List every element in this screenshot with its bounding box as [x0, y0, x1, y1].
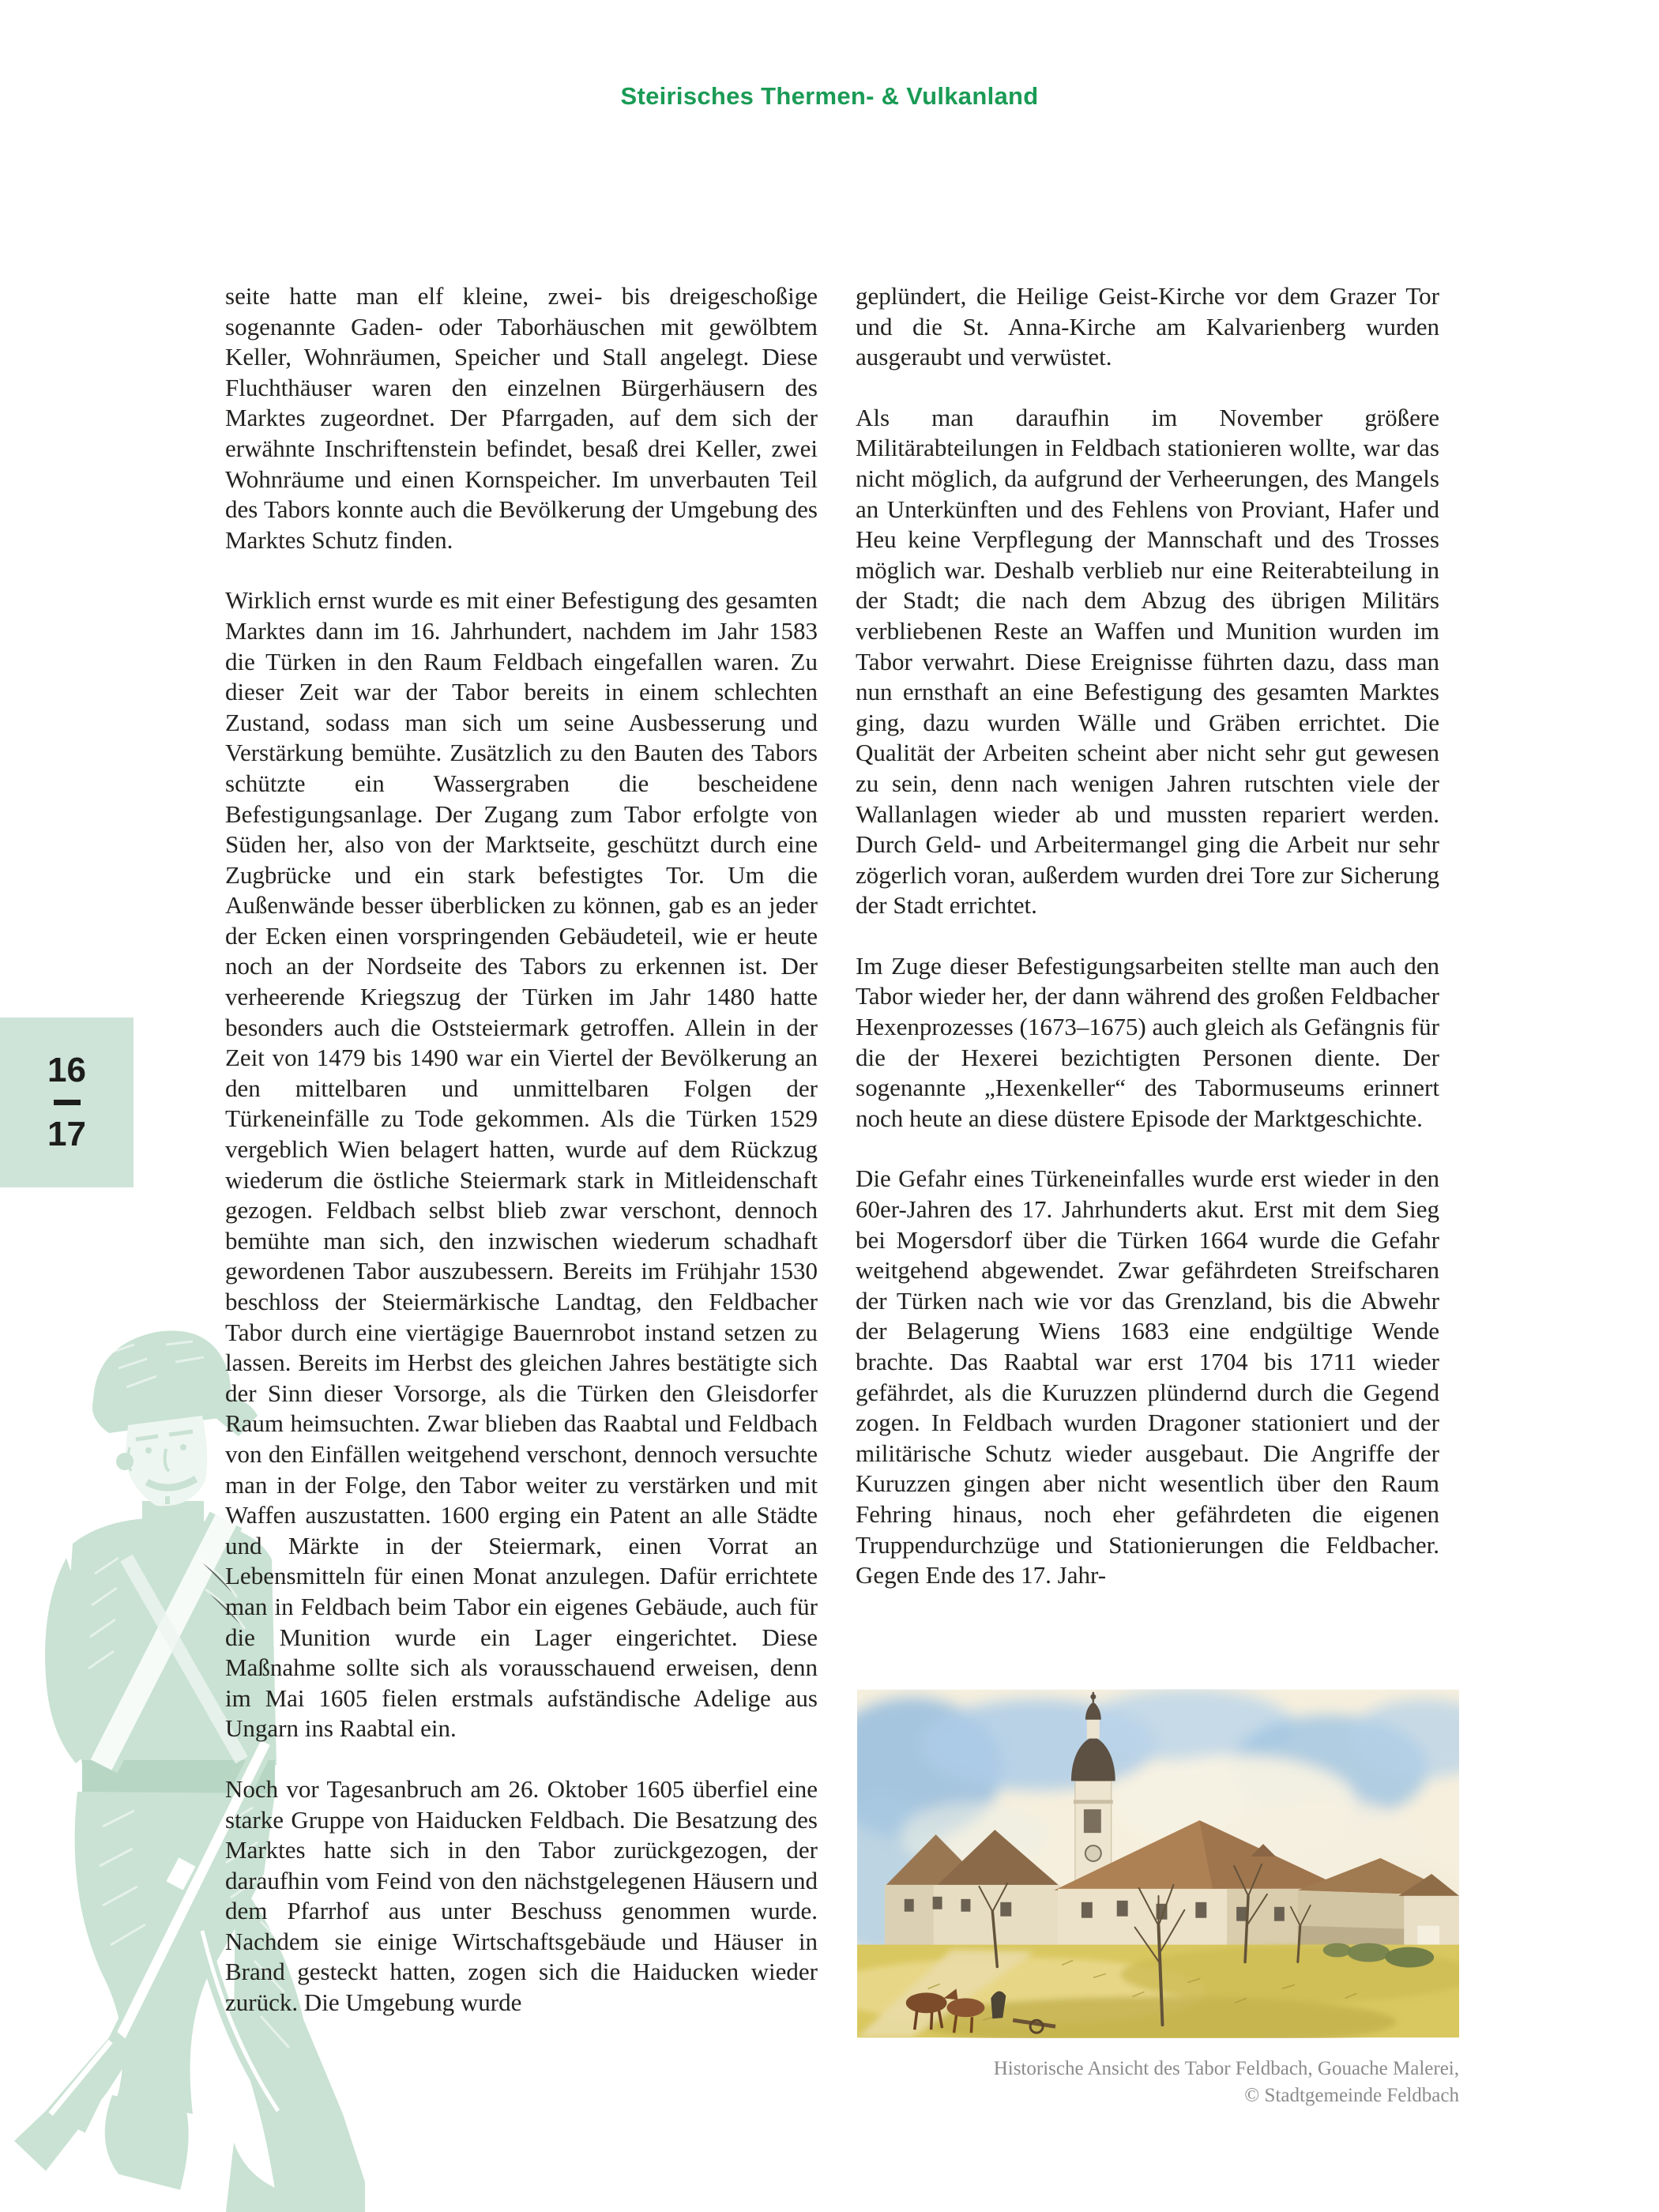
left-column	[225, 281, 818, 2018]
paragraph: Als man daraufhin im November größere Militärabteilungen in Feldbach stationieren wollte, war das nicht möglich, da aufgrund der Verheerungen, des Mangels an Unterkünften und des Fehlens von Proviant, Hafer und Heu keine Verpflegung der Mannschaft und des Trosses möglich war. Deshalb verblieb nur eine Reiterabteilung in der Stadt; die nach dem Abzug des übrigen Militärs verbliebenen Reste an Waffen und Munition wurden im Tabor verwahrt. Diese Ereignisse führten dazu, dass man nun ernsthaft an eine Befestigung des gesamten Marktes ging, dazu wurden Wälle und Gräben errichtet. Die Qualität der Arbeiten scheint aber nicht sehr gut gewesen zu sein, denn nach wenigen Jahren rutschten viele der Wallanlagen wieder ab und mussten repariert werden. Durch Geld- und Arbeitermangel ging die Arbeit nur sehr zögerlich voran, außerdem wurden drei Tore zur Sicherung der Stadt errichtet.	[856, 403, 1439, 920]
page-number-badge	[0, 1018, 134, 1187]
figure-caption	[857, 2056, 1459, 2109]
figure-caption-line1: Historische Ansicht des Tabor Feldbach, Gouache Malerei,	[993, 2058, 1459, 2079]
page-number-dash	[54, 1100, 81, 1105]
paragraph: Noch vor Tagesanbruch am 26. Oktober 1605 überfiel eine starke Gruppe von Haiducken Feldbach. Die Besatzung des Marktes hatte sich in den Tabor zurückgezogen, der daraufhin vom Feind von den nächstgelegenen Häusern und dem Pfarrhof aus unter Beschuss genommen wurde. Nachdem sie einige Wirtschaftsgebäude und Häuser in Brand gesteckt hatten, zogen sich die Haiducken wieder zurück. Die Umgebung wurde	[225, 1774, 818, 2017]
figure-caption-line2: © Stadtgemeinde Feldbach	[1244, 2085, 1459, 2106]
paragraph: Wirklich ernst wurde es mit einer Befestigung des gesamten Marktes dann im 16. Jahrhundert, nachdem im Jahr 1583 die Türken in den Raum Feldbach eingefallen waren. Zu dieser Zeit war der Tabor bereits in einem schlechten Zustand, sodass man sich um seine Ausbesserung und Verstärkung bemühte. Zusätzlich zu den Bauten des Tabors schützte ein Wassergraben die bescheidene Befestigungsanlage. Der Zugang zum Tabor erfolgte von Süden her, also von der Marktseite, geschützt durch eine Zugbrücke und ein stark befestigtes Tor. Um die Außenwände besser überblicken zu können, gab es an jeder der Ecken einen vorspringenden Gebäudeteil, wie er heute noch an der Nordseite des Tabors zu erkennen ist. Der verheerende Kriegszug der Türken im Jahr 1480 hatte besonders auch die Oststeiermark getroffen. Allein in der Zeit von 1479 bis 1490 war ein Viertel der Bevölkerung an den mittelbaren und unmittelbaren Folgen der Türkeneinfälle zu Tode gekommen. Als die Türken 1529 vergeblich Wien belagert hatten, wurde auf dem Rückzug wiederum die östliche Steiermark stark in Mitleidenschaft gezogen. Feldbach selbst blieb zwar verschont, dennoch bemühte man sich, den inzwischen wiederum schadhaft gewordenen Tabor auszubessern. Bereits im Frühjahr 1530 beschloss der Steiermärkische Landtag, den Feldbacher Tabor durch eine viertägige Bauernrobot instand setzen zu lassen. Bereits im Herbst des gleichen Jahres bestätigte sich der Sinn dieser Vorsorge, als die Türken den Gleisdorfer Raum heimsuchten. Zwar blieben das Raabtal und Feldbach von den Einfällen weitgehend verschont, dennoch versuchte man in der Folge, den Tabor weiter zu verstärken und mit Waffen auszustatten. 1600 erging ein Patent an alle Städte und Märkte in der Steiermark, einen Vorrat an Lebensmitteln für einen Monat anzulegen. Dafür errichtete man in Feldbach beim Tabor ein eigenes Gebäude, auch für die Munition wurde ein Lager eingerichtet. Diese Maßnahme sollte sich als vorausschauend erweisen, denn im Mai 1605 fielen erstmals aufständische Adelige aus Ungarn ins Raabtal ein.	[225, 586, 818, 1743]
paragraph: Im Zuge dieser Befestigungsarbeiten stellte man auch den Tabor wieder her, der dann während des großen Feldbacher Hexenprozesses (1673–1675) auch gleich als Gefängnis für die der Hexerei bezichtigten Personen diente. Der sogenannte „Hexenkeller“ des Tabormuseums erinnert noch heute an diese düstere Episode der Marktgeschichte.	[856, 951, 1439, 1132]
tabor-painting-image	[857, 1689, 1459, 2038]
paragraph: geplündert, die Heilige Geist-Kirche vor dem Grazer Tor und die St. Anna-Kirche am Kalvarienberg wurden ausgeraubt und verwüstet.	[856, 282, 1439, 371]
figure-tabor-painting	[857, 1689, 1459, 2109]
page-header: Steirisches Thermen- & Vulkanland	[620, 82, 1039, 110]
page-number-bottom: 17	[47, 1115, 86, 1153]
paragraph: seite hatte man elf kleine, zwei- bis dreigeschoßige sogenannte Gaden- oder Taborhäuschen mit gewölbtem Keller, Wohnräumen, Speicher und Stall angelegt. Diese Fluchthäuser waren den einzelnen Bürgerhäusern des Marktes zugeordnet. Der Pfarrgaden, auf dem sich der erwähnte Inschriftenstein befindet, besaß drei Keller, zwei Wohnräume und einen Kornspeicher. Im unverbauten Teil des Tabors konnte auch die Bevölkerung der Umgebung des Marktes Schutz finden.	[225, 282, 818, 554]
page-number-top: 16	[47, 1051, 86, 1089]
paragraph: Die Gefahr eines Türkeneinfalles wurde erst wieder in den 60er-Jahren des 17. Jahrhunderts akut. Erst mit dem Sieg bei Mogersdorf über die Türken 1664 wurde die Gefahr weitgehend abgewendet. Zwar gefährdeten Streifscharen der Türken nach wie vor das Grenzland, bis die Abwehr der Belagerung Wiens 1683 eine endgültige Wende brachte. Das Raabtal war erst 1704 bis 1711 wieder gefährdet, als die Kuruzzen plündernd durch die Gegend zogen. In Feldbach wurden Dragoner stationiert und der militärische Schutz wieder ausgebaut. Die Angriffe der Kuruzzen gingen aber nicht wesentlich über den Raum Fehring hinaus, noch eher gefährdeten die eigenen Truppendurchzüge und Stationierungen die Feldbacher. Gegen Ende des 17. Jahr-	[856, 1164, 1439, 1589]
